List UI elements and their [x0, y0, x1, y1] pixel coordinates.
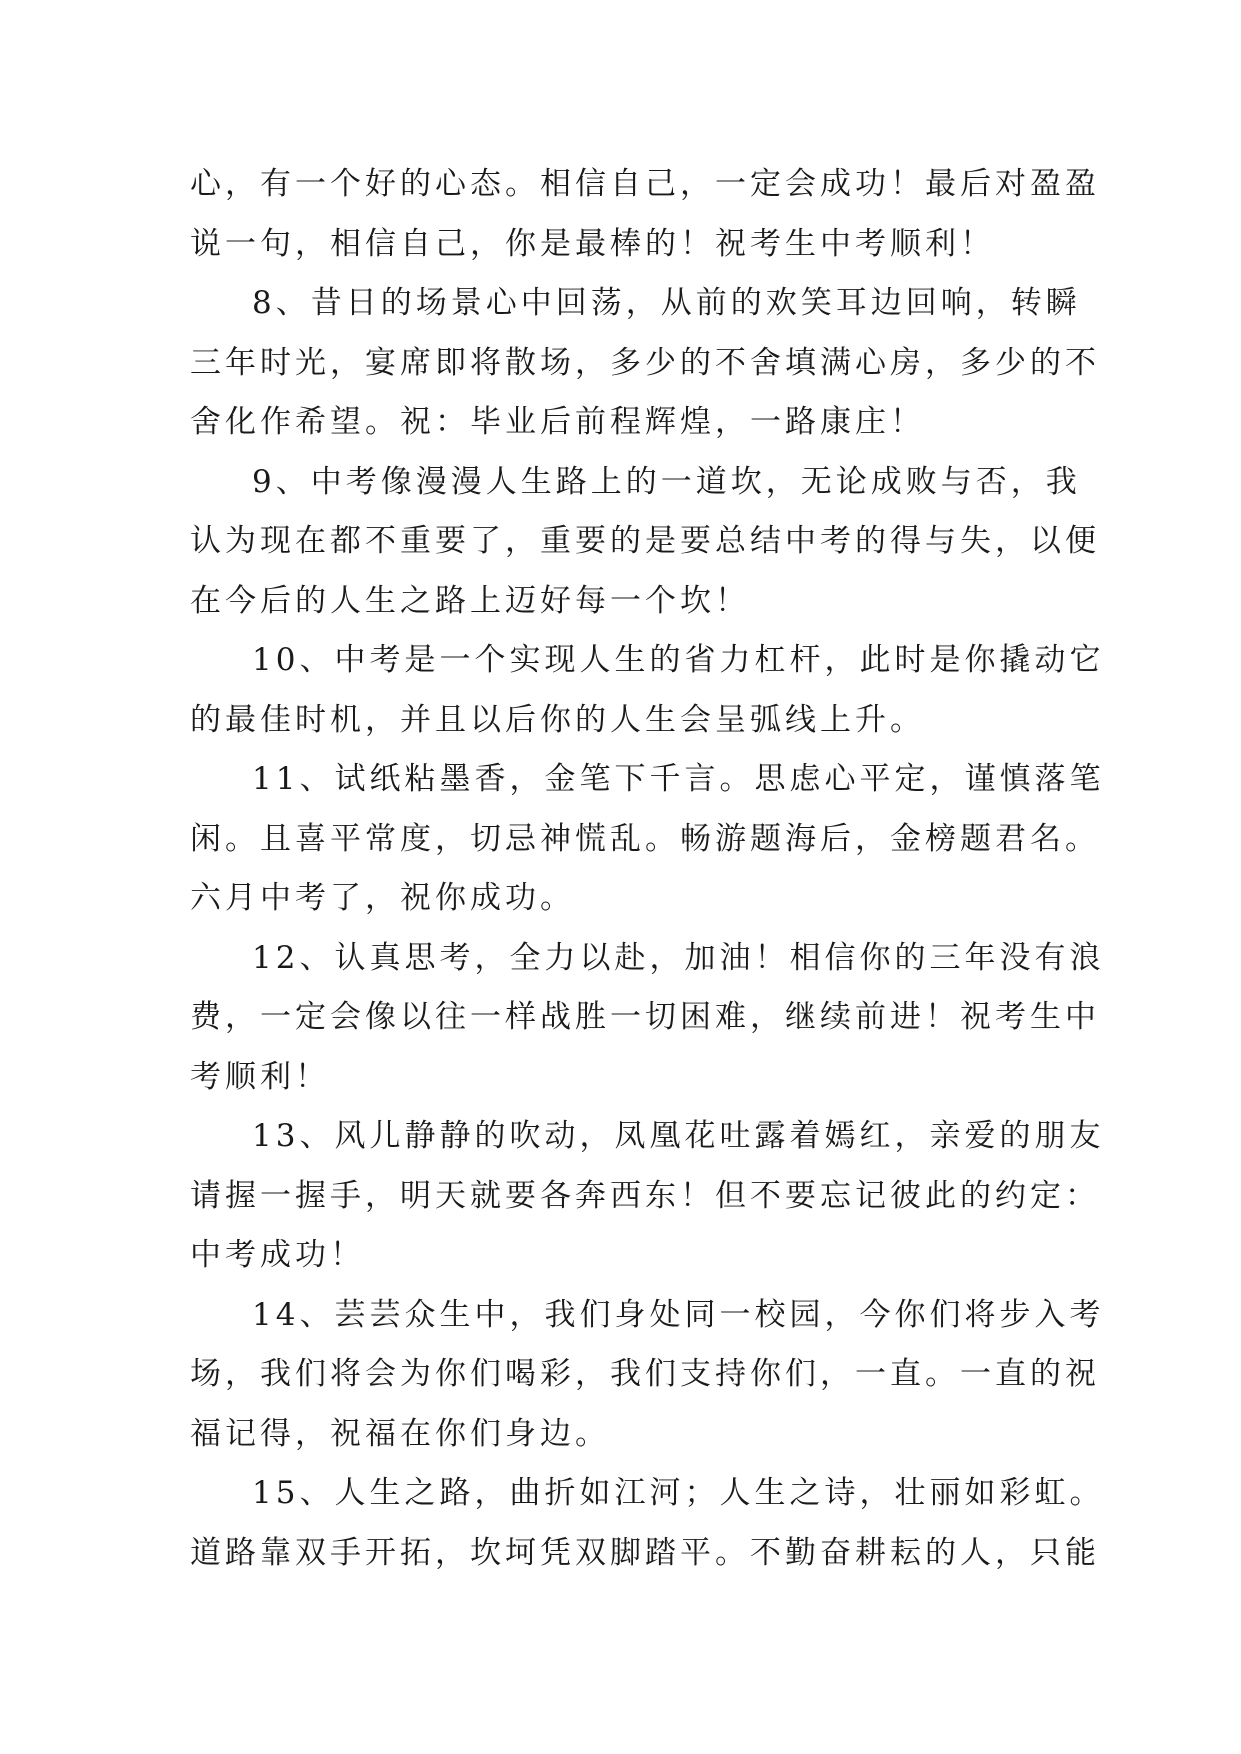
text-line: 费，一定会像以往一样战胜一切困难，继续前进！祝考生中 — [190, 999, 1100, 1035]
paragraph-start-15: 15、人生之路，曲折如江河；人生之诗，壮丽如彩虹。 — [252, 1475, 1105, 1511]
text-line: 福记得，祝福在你们身边。 — [190, 1415, 610, 1452]
paragraph-start-13: 13、风儿静静的吹动，凤凰花吐露着嫣红，亲爱的朋友 — [252, 1118, 1105, 1154]
paragraph-start-14: 14、芸芸众生中，我们身处同一校园，今你们将步入考 — [252, 1296, 1105, 1333]
paragraph-start-8: 8、昔日的场景心中回荡，从前的欢笑耳边回响，转瞬 — [252, 285, 1081, 321]
text-line: 考顺利！ — [190, 1058, 330, 1095]
text-line: 场，我们将会为你们喝彩，我们支持你们，一直。一直的祝 — [190, 1356, 1100, 1392]
text-line: 的最佳时机，并且以后你的人生会呈弧线上升。 — [190, 701, 925, 738]
text-line: 中考成功！ — [190, 1237, 365, 1273]
text-line: 舍化作希望。祝：毕业后前程辉煌，一路康庄！ — [190, 404, 925, 440]
text-line: 六月中考了，祝你成功。 — [190, 880, 575, 916]
text-line: 认为现在都不重要了，重要的是要总结中考的得与失，以便 — [190, 523, 1100, 559]
paragraph-start-12: 12、认真思考，全力以赴，加油！相信你的三年没有浪 — [252, 939, 1105, 976]
text-line: 在今后的人生之路上迈好每一个坎！ — [190, 582, 750, 619]
text-line: 三年时光，宴席即将散场，多少的不舍填满心房，多少的不 — [190, 344, 1100, 381]
document-body — [190, 155, 1105, 1583]
paragraph-start-9: 9、中考像漫漫人生路上的一道坎，无论成败与否，我 — [252, 463, 1081, 500]
text-line: 说一句，相信自己，你是最棒的！祝考生中考顺利！ — [190, 225, 995, 262]
paragraph-start-10: 10、中考是一个实现人生的省力杠杆，此时是你撬动它 — [252, 642, 1105, 678]
paragraph-start-11: 11、试纸粘墨香，金笔下千言。思虑心平定，谨慎落笔 — [252, 761, 1105, 797]
text-line: 道路靠双手开拓，坎坷凭双脚踏平。不勤奋耕耘的人，只能 — [190, 1534, 1100, 1571]
text-line: 闲。且喜平常度，切忌神慌乱。畅游题海后，金榜题君名。 — [190, 820, 1100, 857]
text-line: 心，有一个好的心态。相信自己，一定会成功！最后对盈盈 — [190, 166, 1100, 202]
text-line: 请握一握手，明天就要各奔西东！但不要忘记彼此的约定： — [190, 1177, 1100, 1214]
